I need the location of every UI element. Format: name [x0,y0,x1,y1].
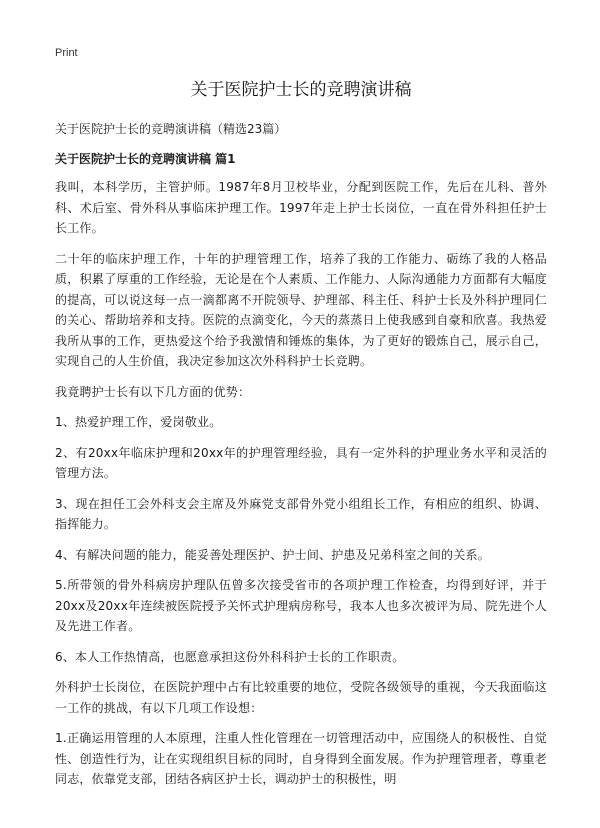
paragraph-advantages-intro: 我竟聘护士长有以下几方面的优势： [55,384,251,399]
paragraph-advantage-3: 3、现在担任工会外科支会主席及外麻党支部骨外党小组组长工作，有相应的组织、协调、指挥能力。 [55,496,547,531]
document-subtitle: 关于医院护士长的竞聘演讲稿（精选23篇） [55,122,287,136]
paragraph-advantage-6: 6、本人工作热情高，也愿意承担这份外科科护士长的工作职责。 [55,649,405,664]
document-title: 关于医院护士长的竞聘演讲稿 [190,80,412,100]
document-body [55,78,547,800]
paragraph-advantage-1: 1、热爱护理工作，爱岗敬业。 [55,415,222,429]
print-link[interactable]: Print [55,47,78,59]
paragraph-plan-1: 1.正确运用管理的人本原理，注重人性化管理在一切管理活动中，应围绕人的积极性、自觉性、创造性行为，让在实现组织目标的同时，自身得到全面发展。作为护理管理者，尊重老同志，依靠党支部，团结各病区护士长，调动护士的积极性，明 [55,731,547,786]
paragraph-plans-intro: 外科护士长岗位，在医院护理中占有比较重要的地位，受院各级领导的重视，今天我面临这一工作的挑战，有以下几项工作设想： [55,680,547,715]
section-heading: 关于医院护士长的竞聘演讲稿 篇1 [55,152,236,166]
paragraph-intro: 我叫，本科学历，主管护师。1987年8月卫校毕业，分配到医院工作，先后在儿科、普外科、术后室、骨外科从事临床护理工作。1997年走上护士长岗位，一直在骨外科担任护士长工作。 [55,180,547,235]
paragraph-advantage-4: 4、有解决问题的能力，能妥善处理医护、护士间、护患及兄弟科室之间的关系。 [55,547,490,562]
paragraph-advantage-2: 2、有20xx年临床护理和20xx年的护理管理经验，具有一定外科的护理业务水平和灵活的管理方法。 [55,445,547,480]
paragraph-experience: 二十年的临床护理工作，十年的护理管理工作，培养了我的工作能力、砺练了我的人格品质，积累了厚重的工作经验，无论是在个人素质、工作能力、人际沟通能力方面都有大幅度的提高，可以说这每一点一滴都离不开院领导、护理部、科主任、科护士长及外科护理同仁的关心、帮助培养和支持。医院的点滴变化，今天的蒸蒸日上使我感到自豪和欣喜。我热爱我所从事的工作，更热爱这个给予我激情和锤炼的集体，为了更好的锻炼自己，展示自己，实现自己的人生价值，我决定参加这次外科科护士长竞聘。 [55,251,547,368]
paragraph-advantage-5: 5.所带领的骨外科病房护理队伍曾多次接受省市的各项护理工作检查，均得到好评，并于20xx及20xx年连续被医院授予关怀式护理病房称号，我本人也多次被评为局、院先进个人及先进工作者。 [55,578,547,633]
